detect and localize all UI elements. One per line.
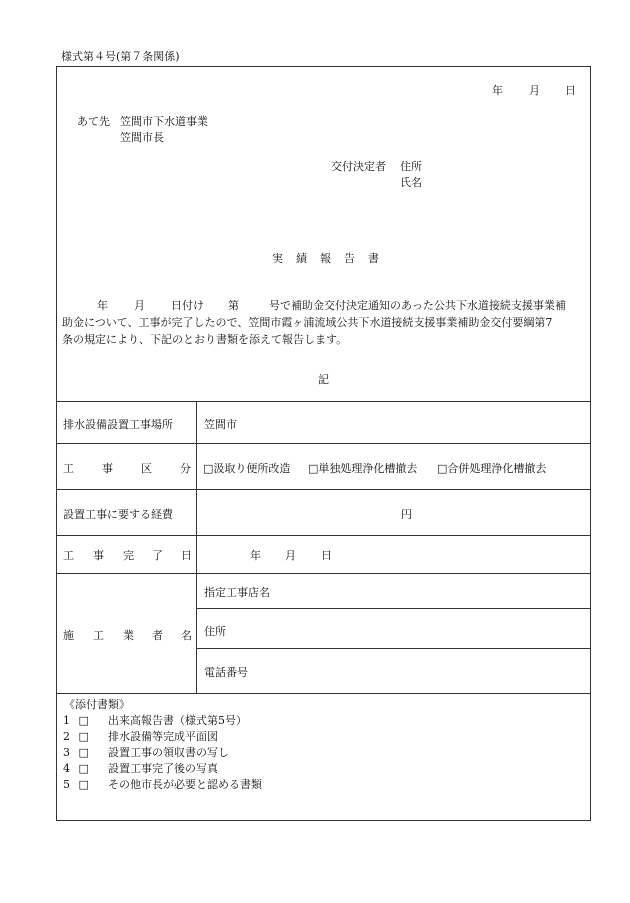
attachment-number: 3	[63, 746, 70, 759]
table-divider	[57, 443, 590, 444]
attachment-item	[63, 744, 229, 760]
attachment-number: 5	[63, 778, 70, 791]
body-line2: 助金について、工事が完了したので、笠間市霞ヶ浦流域公共下水道接続支援事業補助金交付要綱第7	[62, 316, 553, 329]
body-number-prefix: 第	[228, 299, 239, 312]
label-char: 事	[102, 462, 113, 475]
title-char: 績	[296, 252, 307, 265]
table-divider	[57, 401, 590, 402]
label-char: 施	[63, 629, 74, 642]
title-char: 報	[320, 252, 331, 265]
applicant-label: 交付決定者	[331, 160, 386, 173]
body-year: 年	[97, 299, 108, 312]
table-divider	[57, 573, 590, 574]
body-month: 月	[134, 299, 145, 312]
label-char: 工	[93, 629, 104, 642]
attachment-item	[63, 728, 218, 744]
option-pit-toilet-conversion[interactable]: □汲取り便所改造	[203, 462, 291, 475]
body-dated: 日付け	[171, 299, 204, 312]
date-month: 月	[529, 84, 540, 97]
completion-month: 月	[285, 549, 296, 562]
body-line1-rest: 号で補助金交付決定通知のあった公共下水道接続支援事業補	[269, 299, 566, 312]
ki-marker: 記	[318, 373, 329, 386]
title-char: 書	[368, 252, 379, 265]
label-char: 者	[152, 629, 163, 642]
body-line3: 条の規定により、下記のとおり書類を添えて報告します。	[62, 333, 348, 346]
attachment-text: その他市長が必要と認める書類	[108, 778, 262, 791]
label-char: 事	[93, 549, 104, 562]
date-year: 年	[492, 84, 503, 97]
addressee-label: あて先	[77, 115, 110, 128]
attachment-checkbox[interactable]: □	[78, 762, 89, 775]
table-divider	[197, 608, 590, 609]
applicant-name-label: 氏名	[400, 176, 422, 189]
attachment-item	[63, 776, 262, 792]
option-single-septic-removal[interactable]: □単独処理浄化槽撤去	[308, 462, 418, 475]
label-char: 分	[180, 462, 191, 475]
label-char: 業	[123, 629, 134, 642]
attachment-checkbox[interactable]: □	[78, 778, 89, 791]
table-column-divider	[196, 401, 197, 693]
title-char: 実	[272, 252, 283, 265]
label-char: 区	[141, 462, 152, 475]
attachment-text: 設置工事の領収書の写し	[108, 746, 229, 759]
attachment-text: 出来高報告書（様式第5号）	[108, 714, 247, 727]
form-number-label: 様式第４号(第７条関係)	[61, 50, 180, 63]
attachment-number: 1	[63, 714, 70, 727]
attachment-checkbox[interactable]: □	[78, 714, 89, 727]
work-location-value: 笠間市	[204, 418, 237, 431]
label-char: 日	[181, 549, 192, 562]
work-location-label: 排水設備設置工事場所	[63, 418, 173, 431]
contractor-address-label: 住所	[204, 625, 226, 638]
table-divider	[197, 648, 590, 649]
attachment-checkbox[interactable]: □	[78, 730, 89, 743]
addressee-line1: 笠間市下水道事業	[120, 115, 208, 128]
label-char: 完	[123, 549, 134, 562]
cost-label: 設置工事に要する経費	[63, 508, 173, 521]
completion-day: 日	[321, 549, 332, 562]
contractor-name-label: 指定工事店名	[204, 586, 270, 599]
applicant-address-label: 住所	[400, 160, 422, 173]
cost-unit: 円	[401, 508, 412, 521]
attachment-text: 排水設備等完成平面図	[108, 730, 218, 743]
contractor-phone-label: 電話番号	[204, 666, 248, 679]
completion-year: 年	[250, 549, 261, 562]
label-char: 工	[63, 462, 74, 475]
addressee-line2: 笠間市長	[120, 131, 164, 144]
label-char: 名	[181, 629, 192, 642]
attachment-number: 4	[63, 762, 70, 775]
table-divider	[57, 535, 590, 536]
attachment-checkbox[interactable]: □	[78, 746, 89, 759]
option-combined-septic-removal[interactable]: □合併処理浄化槽撤去	[437, 462, 547, 475]
attachment-item	[63, 712, 247, 728]
attachment-text: 設置工事完了後の写真	[108, 762, 218, 775]
label-char: 了	[152, 549, 163, 562]
attachments-heading: 《添付書類》	[64, 698, 130, 711]
attachment-item	[63, 760, 218, 776]
table-divider	[57, 693, 590, 694]
attachment-number: 2	[63, 730, 70, 743]
table-divider	[57, 489, 590, 490]
title-char: 告	[344, 252, 355, 265]
label-char: 工	[63, 549, 74, 562]
date-day: 日	[565, 84, 576, 97]
